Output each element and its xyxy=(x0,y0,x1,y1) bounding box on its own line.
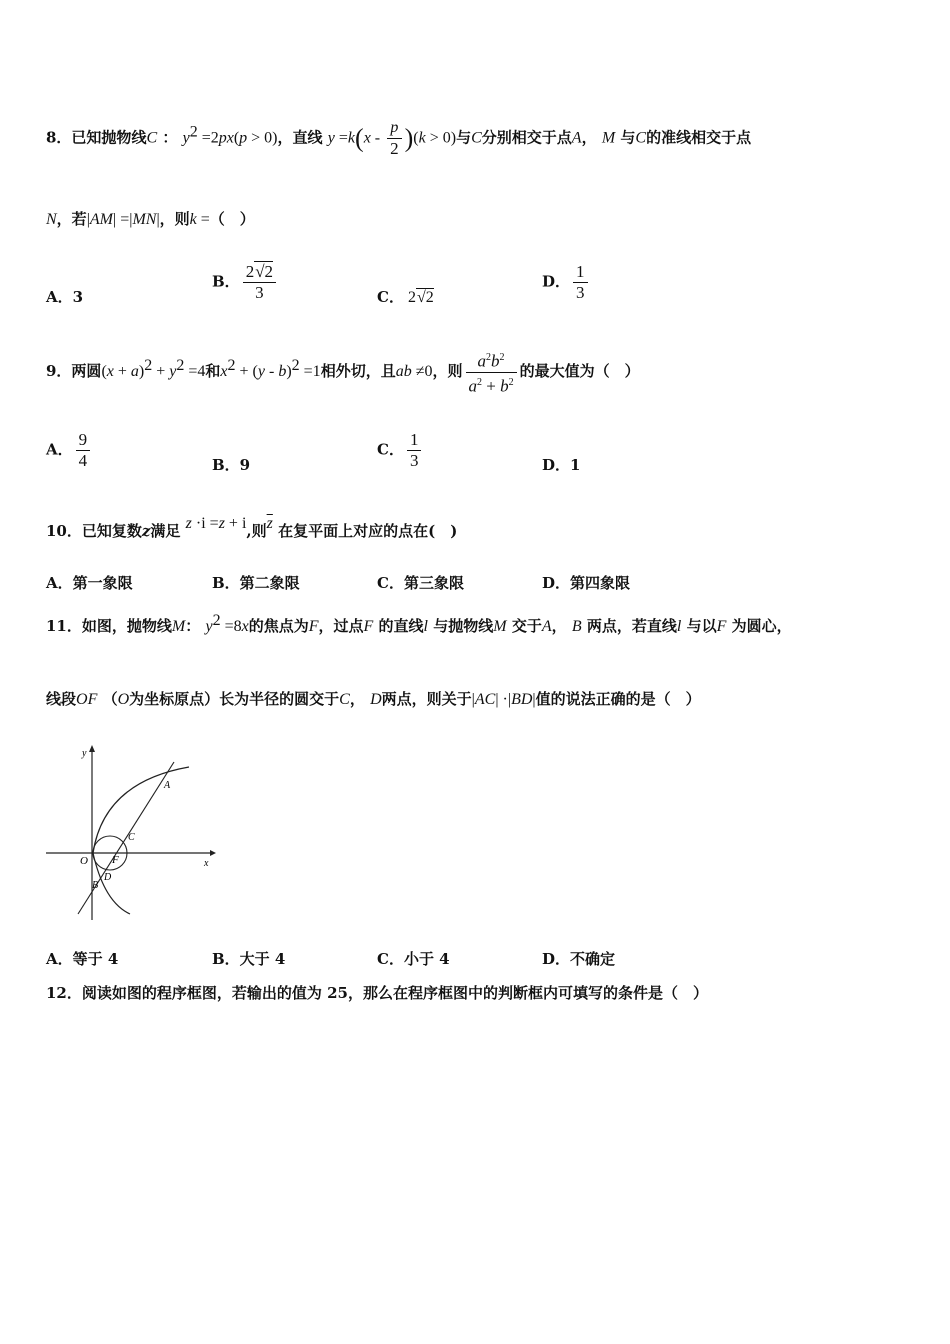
q9-option-b[interactable]: B．9 xyxy=(212,456,251,474)
parabola-curve xyxy=(93,767,189,914)
q10-option-d[interactable]: D．第四象限 xyxy=(542,574,631,592)
q10-option-b[interactable]: B．第二象限 xyxy=(212,574,300,592)
parabola-figure xyxy=(44,742,216,926)
question-10: 10．已知复数z满足 z ·i =z + i,则$\overline{z}$ 在复平面上对应的点在( ) xyxy=(46,515,458,540)
label-d: D xyxy=(104,872,112,883)
q11-option-d[interactable]: D．不确定 xyxy=(542,950,616,968)
label-f: F xyxy=(112,854,119,866)
q10-option-c[interactable]: C．第三象限 xyxy=(377,574,464,592)
q10-option-a[interactable]: A．第一象限 xyxy=(46,574,133,592)
question-8-line-2: N，若|AM| =|MN|，则k =（ ） xyxy=(46,210,255,228)
q9-option-c[interactable]: C． $\frac{1}{3}$ xyxy=(377,430,424,471)
label-y: y xyxy=(82,748,87,759)
x-axis-arrow xyxy=(210,850,216,856)
question-11-line-1: 11．如图，抛物线M： $y^2 =8x$的焦点为F，过点F 的直线l 与抛物线M 交于A， B 两点，若直线l 与以F 为圆心， xyxy=(46,612,792,635)
q8-option-d[interactable]: D． $\frac{1}{3}$ xyxy=(542,262,591,303)
label-a: A xyxy=(164,780,171,791)
question-8-line-1: 8．已知抛物线C ： $y^2 =2px(p > 0)$，直线 y =k(x - $\frac{p}{2}$ )(k > 0)与C分别相交于点A， M 与C的准线相交于点 xyxy=(46,119,752,158)
label-o: O xyxy=(80,855,88,867)
q11-option-c[interactable]: C．小于 4 xyxy=(377,950,450,968)
q9-option-d[interactable]: D．1 xyxy=(542,456,581,474)
parabola-diagram xyxy=(44,742,216,922)
q11-option-a[interactable]: A．等于 4 xyxy=(46,950,119,968)
question-12: 12．阅读如图的程序框图，若输出的值为 25，那么在程序框图中的判断框内可填写的条件是（ ） xyxy=(46,984,708,1002)
q8-option-c[interactable]: C． 2√2 xyxy=(377,288,434,306)
q11-option-b[interactable]: B．大于 4 xyxy=(212,950,286,968)
y-axis-arrow xyxy=(89,745,95,752)
label-b: B xyxy=(92,880,99,891)
q8-option-a[interactable]: A．3 xyxy=(46,288,84,306)
label-x: x xyxy=(204,858,209,869)
question-11-line-2: 线段OF （O为坐标原点）长为半径的圆交于C， D两点，则关于|AC| ·|BD|值的说法正确的是（ ） xyxy=(46,690,701,708)
question-9: 9．两圆$(x + a)^2 + y^2 =4$和$x^2 + (y - b)^2 =1$相外切，且ab ≠0，则 $\frac{a^2b^2}{a^2 + b^2}$ 的最大值为（ ） xyxy=(46,351,640,396)
label-c: C xyxy=(128,832,135,843)
q8-option-b[interactable]: B． $\frac{2√2}{3}$ xyxy=(212,262,279,303)
q9-option-a[interactable]: A． $\frac{9}{4}$ xyxy=(46,430,93,471)
